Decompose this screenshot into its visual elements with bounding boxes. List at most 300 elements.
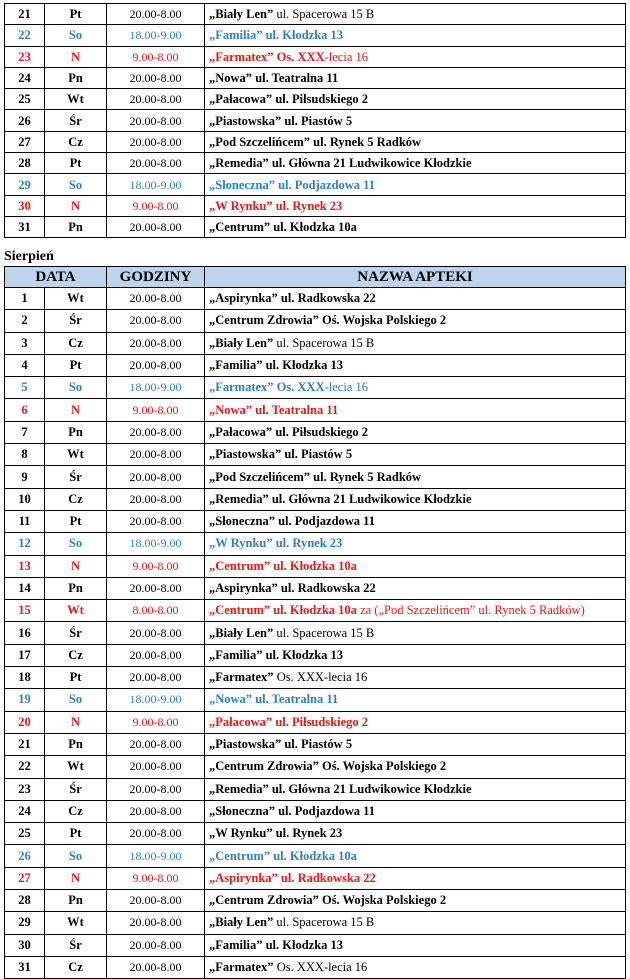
pharmacy-address: ul. Radkowska 22: [277, 291, 376, 306]
pharmacy-cell: [205, 778, 626, 800]
day-of-week: Pt: [45, 823, 107, 845]
pharmacy-cell: [205, 912, 626, 934]
pharmacy-cell: [205, 845, 626, 867]
pharmacy-address: ul. Rynek 23: [272, 198, 343, 213]
day-number: 4: [5, 354, 45, 376]
day-of-week: Cz: [45, 488, 107, 510]
day-number: 28: [5, 890, 45, 912]
pharmacy-name: „W Rynku”: [209, 536, 273, 551]
duty-hours: 20.00-8.00: [107, 644, 205, 666]
day-number: 21: [5, 733, 45, 755]
pharmacy-name: „Familia”: [209, 647, 263, 662]
header-nazwa-apteki: NAZWA APTEKI: [205, 267, 626, 288]
pharmacy-address: ul. Piastów 5: [281, 737, 353, 752]
day-number: 29: [5, 912, 45, 934]
pharmacy-cell: [205, 377, 626, 399]
day-number: 25: [5, 823, 45, 845]
pharmacy-cell: [205, 488, 626, 510]
duty-hours: 20.00-8.00: [107, 444, 205, 466]
duty-hours: 20.00-8.00: [107, 288, 205, 310]
duty-hours: 20.00-8.00: [107, 934, 205, 956]
table-row: [5, 778, 626, 800]
day-number: 17: [5, 644, 45, 666]
day-number: 25: [5, 89, 45, 110]
day-of-week: So: [45, 377, 107, 399]
pharmacy-name: „Farmatex”: [209, 960, 274, 975]
day-number: 26: [5, 110, 45, 131]
table-row: [5, 956, 626, 978]
table-row: [5, 644, 626, 666]
pharmacy-cell: [205, 354, 626, 376]
pharmacy-cell: [205, 399, 626, 421]
pharmacy-cell: [205, 195, 626, 216]
pharmacy-address: ul. Rynek 23: [272, 536, 343, 551]
pharmacy-name: „Centrum”: [209, 558, 271, 573]
table-row: [5, 488, 626, 510]
pharmacy-address: ul. Podjazdowa 11: [274, 514, 375, 529]
table-row: [5, 332, 626, 354]
day-of-week: N: [45, 555, 107, 577]
duty-hours: 18.00-9.00: [107, 533, 205, 555]
pharmacy-cell: [205, 332, 626, 354]
table-row: [5, 153, 626, 174]
table-row: [5, 216, 626, 237]
pharmacy-name: „W Rynku”: [209, 198, 273, 213]
august-section-title: Sierpień: [4, 249, 54, 264]
day-number: 28: [5, 153, 45, 174]
duty-hours: 20.00-8.00: [107, 800, 205, 822]
day-number: 8: [5, 444, 45, 466]
duty-hours: 18.00-9.00: [107, 689, 205, 711]
pharmacy-address: ul. Spacerowa 15 B: [273, 625, 375, 640]
pharmacy-address: ul. Kłodzka 10a: [270, 848, 357, 863]
duty-hours: 18.00-9.00: [107, 377, 205, 399]
table-row: [5, 733, 626, 755]
day-number: 27: [5, 131, 45, 152]
duty-hours: 9.00-8.00: [107, 555, 205, 577]
pharmacy-name: „Remedia”: [209, 156, 269, 171]
table-row: [5, 622, 626, 644]
duty-hours: 20.00-8.00: [107, 956, 205, 978]
day-number: 21: [5, 4, 45, 25]
day-of-week: N: [45, 711, 107, 733]
day-of-week: Śr: [45, 778, 107, 800]
pharmacy-name: „Nowa”: [209, 692, 253, 707]
table-row: [5, 399, 626, 421]
duty-hours: 20.00-8.00: [107, 778, 205, 800]
pharmacy-name: „Centrum Zdrowia”: [209, 759, 319, 774]
day-number: 1: [5, 288, 45, 310]
table-row: [5, 67, 626, 88]
pharmacy-cell: [205, 956, 626, 978]
day-of-week: Pt: [45, 4, 107, 25]
table-row: [5, 444, 626, 466]
day-number: 2: [5, 310, 45, 332]
pharmacy-name: „Piastowska”: [209, 737, 282, 752]
table-row: [5, 288, 626, 310]
pharmacy-address: -lecia 16: [324, 380, 368, 395]
table-row: [5, 510, 626, 532]
day-number: 14: [5, 577, 45, 599]
pharmacy-name: „Familia”: [209, 937, 263, 952]
duty-hours: 9.00-8.00: [107, 399, 205, 421]
table-row: [5, 711, 626, 733]
table-row: [5, 867, 626, 889]
duty-hours: 20.00-8.00: [107, 131, 205, 152]
day-of-week: Cz: [45, 644, 107, 666]
duty-hours: 20.00-8.00: [107, 332, 205, 354]
table-row: [5, 912, 626, 934]
day-of-week: Wt: [45, 912, 107, 934]
pharmacy-cell: [205, 934, 626, 956]
pharmacy-name: „W Rynku”: [209, 826, 273, 841]
table-row: [5, 689, 626, 711]
day-number: 19: [5, 689, 45, 711]
pharmacy-cell: [205, 421, 626, 443]
duty-hours: 9.00-8.00: [107, 711, 205, 733]
day-number: 11: [5, 510, 45, 532]
day-of-week: Pn: [45, 733, 107, 755]
day-of-week: So: [45, 174, 107, 195]
day-number: 6: [5, 399, 45, 421]
pharmacy-name: „Aspirynka”: [209, 291, 278, 306]
pharmacy-name: „Pałacowa”: [209, 714, 273, 729]
pharmacy-address: ul. Piastów 5: [281, 113, 353, 128]
table-row: [5, 25, 626, 46]
duty-hours: 9.00-8.00: [107, 195, 205, 216]
pharmacy-name: „Farmatex”: [209, 670, 274, 685]
pharmacy-address: Oś. Wojska Polskiego 2: [318, 313, 447, 328]
table-row: [5, 174, 626, 195]
table-row: [5, 421, 626, 443]
day-of-week: Śr: [45, 934, 107, 956]
table-row: [5, 533, 626, 555]
pharmacy-cell: [205, 867, 626, 889]
duty-hours: 18.00-9.00: [107, 25, 205, 46]
day-of-week: Pt: [45, 153, 107, 174]
pharmacy-address: ul. Podjazdowa 11: [274, 177, 375, 192]
pharmacy-name: „Pałacowa”: [209, 424, 273, 439]
table-row: [5, 354, 626, 376]
pharmacy-address: ul. Spacerowa 15 B: [273, 335, 375, 350]
day-number: 22: [5, 756, 45, 778]
header-data: DATA: [5, 267, 107, 288]
pharmacy-cell: [205, 4, 626, 25]
day-number: 31: [5, 956, 45, 978]
duty-hours: 20.00-8.00: [107, 110, 205, 131]
header-godziny: GODZINY: [107, 267, 205, 288]
duty-hours: 20.00-8.00: [107, 733, 205, 755]
pharmacy-address: ul. Radkowska 22: [277, 870, 376, 885]
pharmacy-cell: [205, 890, 626, 912]
day-number: 30: [5, 934, 45, 956]
pharmacy-cell: [205, 444, 626, 466]
pharmacy-name: „Aspirynka”: [209, 870, 278, 885]
pharmacy-name: „Farmatex” Os. XXX: [209, 49, 325, 64]
pharmacy-cell: [205, 153, 626, 174]
pharmacy-name: „Centrum”: [209, 603, 271, 618]
pharmacy-cell: [205, 174, 626, 195]
pharmacy-cell: [205, 823, 626, 845]
table-row: [5, 46, 626, 67]
pharmacy-cell: [205, 216, 626, 237]
day-of-week: Śr: [45, 466, 107, 488]
duty-hours: 20.00-8.00: [107, 912, 205, 934]
july-duty-table: [4, 3, 626, 238]
pharmacy-name: „Centrum”: [209, 220, 271, 235]
pharmacy-cell: [205, 689, 626, 711]
pharmacy-address: ul. Kłodzka 13: [262, 937, 344, 952]
pharmacy-address: ul. Główna 21 Ludwikowice Kłodzkie: [268, 156, 472, 171]
pharmacy-address: ul. Rynek 23: [272, 826, 343, 841]
day-number: 12: [5, 533, 45, 555]
pharmacy-name: „Biały Len”: [209, 7, 274, 22]
pharmacy-name: „Remedia”: [209, 491, 269, 506]
pharmacy-address: -lecia 16: [324, 49, 368, 64]
day-number: 3: [5, 332, 45, 354]
day-of-week: So: [45, 533, 107, 555]
pharmacy-address: ul. Rynek 5 Radków: [310, 134, 422, 149]
day-number: 15: [5, 600, 45, 622]
day-of-week: So: [45, 25, 107, 46]
table-row: [5, 377, 626, 399]
pharmacy-cell: [205, 89, 626, 110]
duty-hours: 20.00-8.00: [107, 421, 205, 443]
pharmacy-cell: [205, 622, 626, 644]
pharmacy-address: ul. Teatralna 11: [252, 71, 339, 86]
pharmacy-cell: [205, 25, 626, 46]
day-number: 5: [5, 377, 45, 399]
day-number: 30: [5, 195, 45, 216]
day-number: 20: [5, 711, 45, 733]
table-row: [5, 756, 626, 778]
pharmacy-cell: [205, 800, 626, 822]
day-of-week: Pn: [45, 421, 107, 443]
duty-hours: 20.00-8.00: [107, 622, 205, 644]
pharmacy-name: „Farmatex” Os. XXX: [209, 380, 325, 395]
pharmacy-name: „Biały Len”: [209, 335, 274, 350]
duty-hours: 20.00-8.00: [107, 890, 205, 912]
pharmacy-address: ul. Główna 21 Ludwikowice Kłodzkie: [268, 491, 472, 506]
duty-hours: 20.00-8.00: [107, 466, 205, 488]
day-number: 16: [5, 622, 45, 644]
pharmacy-name: „Nowa”: [209, 71, 253, 86]
pharmacy-address: ul. Piłsudskiego 2: [272, 424, 369, 439]
day-number: 23: [5, 778, 45, 800]
pharmacy-address: Os. XXX-lecia 16: [273, 960, 368, 975]
pharmacy-name: „Centrum Zdrowia”: [209, 313, 319, 328]
pharmacy-cell: [205, 288, 626, 310]
day-number: 18: [5, 667, 45, 689]
day-of-week: So: [45, 845, 107, 867]
day-of-week: Pn: [45, 216, 107, 237]
duty-hours: 20.00-8.00: [107, 310, 205, 332]
pharmacy-cell: [205, 131, 626, 152]
duty-hours: 20.00-8.00: [107, 488, 205, 510]
table-row: [5, 600, 626, 622]
day-number: 26: [5, 845, 45, 867]
pharmacy-cell: [205, 644, 626, 666]
pharmacy-cell: [205, 466, 626, 488]
july-table-body: [5, 4, 626, 238]
duty-hours: 20.00-8.00: [107, 756, 205, 778]
pharmacy-name: „Słoneczna”: [209, 514, 275, 529]
pharmacy-cell: [205, 510, 626, 532]
pharmacy-name: „Familia”: [209, 358, 263, 373]
table-row: [5, 555, 626, 577]
duty-hours: 20.00-8.00: [107, 354, 205, 376]
pharmacy-name: „Pod Szczelińcem”: [209, 469, 311, 484]
pharmacy-cell: [205, 533, 626, 555]
table-row: [5, 466, 626, 488]
day-of-week: Wt: [45, 600, 107, 622]
day-of-week: Pn: [45, 67, 107, 88]
duty-hours: 20.00-8.00: [107, 667, 205, 689]
day-of-week: Pt: [45, 667, 107, 689]
duty-hours: 18.00-9.00: [107, 845, 205, 867]
pharmacy-address: Oś. Wojska Polskiego 2: [318, 759, 447, 774]
day-of-week: Cz: [45, 956, 107, 978]
day-of-week: N: [45, 867, 107, 889]
day-of-week: Wt: [45, 288, 107, 310]
pharmacy-name: „Biały Len”: [209, 915, 274, 930]
day-of-week: Pt: [45, 510, 107, 532]
pharmacy-address: ul. Rynek 5 Radków: [310, 469, 422, 484]
pharmacy-name: „Nowa”: [209, 402, 253, 417]
duty-hours: 9.00-8.00: [107, 46, 205, 67]
table-row: [5, 934, 626, 956]
day-number: 29: [5, 174, 45, 195]
day-of-week: Pn: [45, 890, 107, 912]
day-of-week: Śr: [45, 310, 107, 332]
pharmacy-name: „Słoneczna”: [209, 177, 275, 192]
pharmacy-cell: [205, 67, 626, 88]
day-of-week: Śr: [45, 110, 107, 131]
august-table-body: [5, 288, 626, 979]
day-number: 24: [5, 800, 45, 822]
pharmacy-name: „Pod Szczelińcem”: [209, 134, 311, 149]
duty-hours: 8.00-8.00: [107, 600, 205, 622]
table-row: [5, 667, 626, 689]
pharmacy-name: „Familia”: [209, 28, 263, 43]
day-of-week: Pn: [45, 577, 107, 599]
table-row: [5, 823, 626, 845]
august-table-header: [5, 267, 626, 288]
pharmacy-address: ul. Spacerowa 15 B: [273, 7, 375, 22]
duty-hours: 20.00-8.00: [107, 67, 205, 88]
pharmacy-address: ul. Spacerowa 15 B: [273, 915, 375, 930]
table-row: [5, 800, 626, 822]
pharmacy-name: „Piastowska”: [209, 113, 282, 128]
pharmacy-address: ul. Podjazdowa 11: [274, 803, 375, 818]
pharmacy-cell: [205, 733, 626, 755]
pharmacy-cell: [205, 667, 626, 689]
pharmacy-name: „Aspirynka”: [209, 581, 278, 595]
day-of-week: N: [45, 46, 107, 67]
pharmacy-address: ul. Kłodzka 13: [262, 647, 344, 662]
pharmacy-address: ul. Teatralna 11: [252, 402, 339, 417]
pharmacy-cell: [205, 310, 626, 332]
duty-hours: 20.00-8.00: [107, 510, 205, 532]
day-number: 22: [5, 25, 45, 46]
pharmacy-address: ul. Teatralna 11: [252, 692, 339, 707]
day-of-week: Wt: [45, 756, 107, 778]
day-of-week: Śr: [45, 622, 107, 644]
pharmacy-name: „Słoneczna”: [209, 803, 275, 818]
day-of-week: Pt: [45, 354, 107, 376]
pharmacy-name: „Piastowska”: [209, 447, 282, 462]
duty-hours: 20.00-8.00: [107, 823, 205, 845]
pharmacy-address: ul. Piastów 5: [281, 447, 353, 462]
day-of-week: So: [45, 689, 107, 711]
pharmacy-name: „Biały Len”: [209, 625, 274, 640]
day-of-week: Cz: [45, 332, 107, 354]
pharmacy-address: ul. Kłodzka 10a: [270, 220, 357, 235]
table-row: [5, 89, 626, 110]
pharmacy-address: ul. Kłodzka 10a: [270, 558, 357, 573]
pharmacy-address: ul. Radkowska 22: [277, 581, 376, 595]
pharmacy-cell: [205, 756, 626, 778]
replacement-note: za („Pod Szczelińcem” ul. Rynek 5 Radków): [356, 603, 585, 618]
day-number: 24: [5, 67, 45, 88]
pharmacy-address: ul. Kłodzka 13: [262, 28, 344, 43]
pharmacy-address: Oś. Wojska Polskiego 2: [318, 893, 447, 908]
table-row: [5, 310, 626, 332]
table-row: [5, 845, 626, 867]
duty-hours: 20.00-8.00: [107, 577, 205, 599]
pharmacy-address: ul. Piłsudskiego 2: [272, 92, 369, 107]
august-duty-table: [4, 266, 626, 979]
duty-hours: 18.00-9.00: [107, 174, 205, 195]
pharmacy-cell: [205, 711, 626, 733]
day-of-week: Cz: [45, 800, 107, 822]
pharmacy-cell: [205, 110, 626, 131]
day-of-week: N: [45, 195, 107, 216]
pharmacy-cell: [205, 600, 626, 622]
duty-hours: 20.00-8.00: [107, 89, 205, 110]
pharmacy-name: „Centrum”: [209, 848, 271, 863]
pharmacy-address: ul. Kłodzka 10a: [270, 603, 357, 618]
day-number: 9: [5, 466, 45, 488]
table-row: [5, 577, 626, 599]
pharmacy-address: Os. XXX-lecia 16: [273, 670, 368, 685]
pharmacy-address: ul. Kłodzka 13: [262, 358, 344, 373]
day-of-week: N: [45, 399, 107, 421]
day-number: 10: [5, 488, 45, 510]
day-of-week: Wt: [45, 444, 107, 466]
duty-hours: 20.00-8.00: [107, 4, 205, 25]
pharmacy-cell: [205, 577, 626, 599]
table-row: [5, 890, 626, 912]
table-row: [5, 195, 626, 216]
duty-hours: 20.00-8.00: [107, 216, 205, 237]
table-row: [5, 131, 626, 152]
day-number: 7: [5, 421, 45, 443]
pharmacy-cell: [205, 46, 626, 67]
pharmacy-name: „Remedia”: [209, 781, 269, 796]
day-of-week: Cz: [45, 131, 107, 152]
pharmacy-address: ul. Piłsudskiego 2: [272, 714, 369, 729]
pharmacy-name: „Pałacowa”: [209, 92, 273, 107]
day-number: 27: [5, 867, 45, 889]
pharmacy-cell: [205, 555, 626, 577]
duty-hours: 9.00-8.00: [107, 867, 205, 889]
day-number: 23: [5, 46, 45, 67]
pharmacy-address: ul. Główna 21 Ludwikowice Kłodzkie: [268, 781, 472, 796]
day-of-week: Wt: [45, 89, 107, 110]
duty-hours: 20.00-8.00: [107, 153, 205, 174]
day-number: 13: [5, 555, 45, 577]
